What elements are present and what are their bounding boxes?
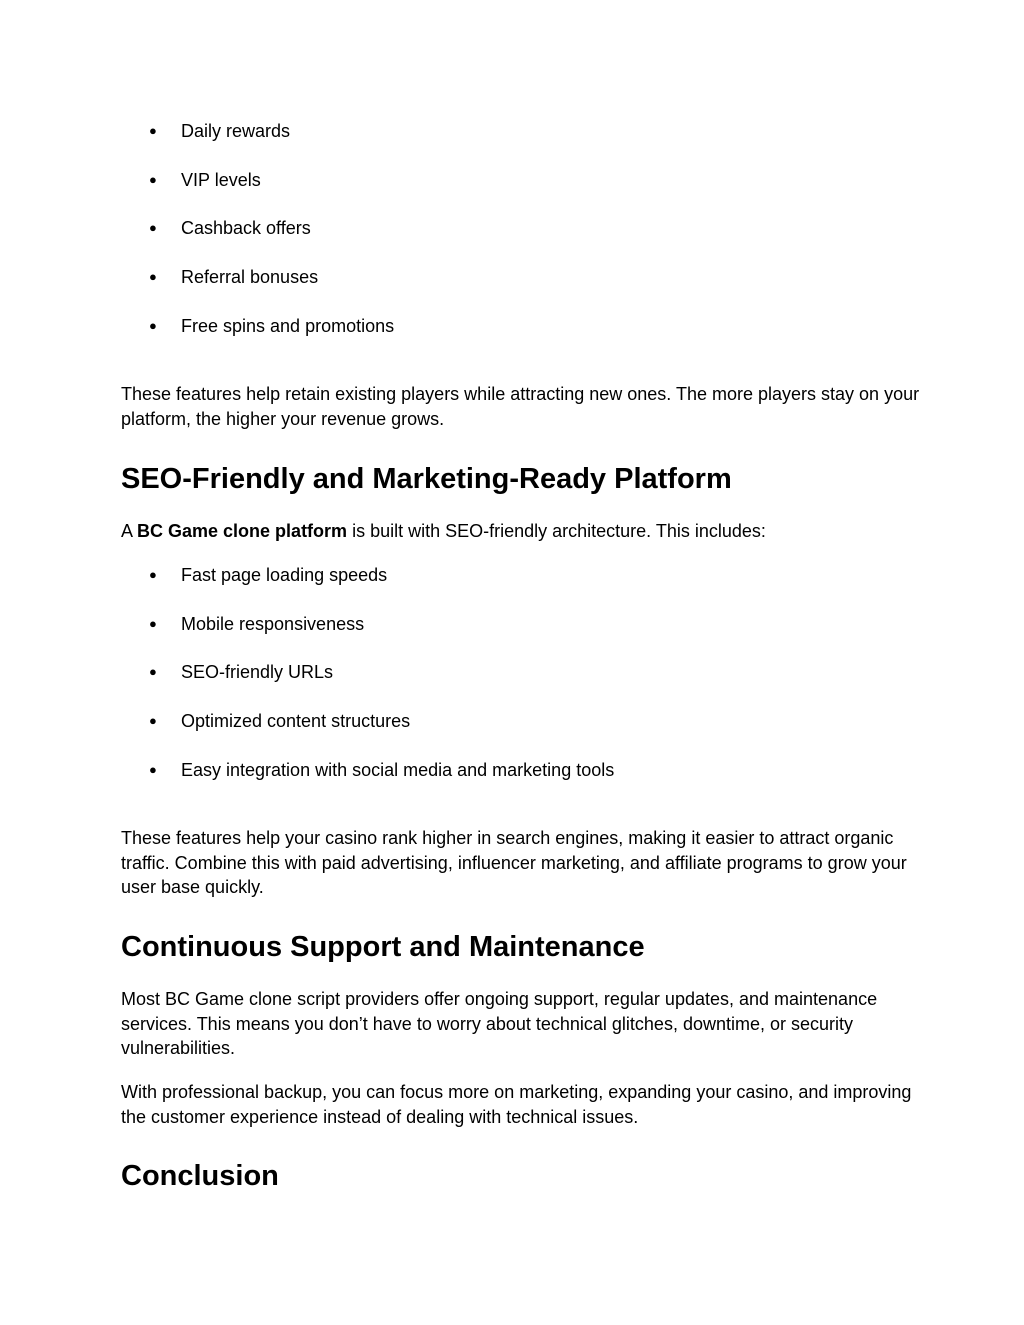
seo-intro-paragraph [121,519,921,544]
seo-intro-prefix: A [121,521,138,541]
seo-heading: SEO-Friendly and Marketing-Ready Platform [121,463,732,495]
list-item-text: SEO-friendly URLs [181,662,334,683]
list-item-text: Cashback offers [181,218,311,239]
bullet-icon: ● [149,615,157,631]
bullet-icon: ● [149,171,157,187]
list-item-text: Referral bonuses [181,267,319,288]
rank-paragraph: These features help your casino rank higher in search engines, making it easier to attract organic traffic. Combine this with paid advertising, influencer marketing, and affiliate programs to grow your user base quickly. [121,828,907,897]
support-heading: Continuous Support and Maintenance [121,931,645,963]
list-item-text: Mobile responsiveness [181,613,365,634]
list-item-text: Daily rewards [181,121,291,141]
list-item-text: Optimized content structures [181,711,411,732]
bullet-icon: ● [149,317,157,333]
bullet-icon: ● [149,123,157,138]
bullet-icon: ● [149,567,157,582]
bullet-icon: ● [149,664,157,680]
seo-intro-bold: BC Game clone platform [137,521,348,541]
list-item-text: Free spins and promotions [181,315,395,336]
seo-intro-suffix: is built with SEO-friendly architecture. This includes: [347,521,766,541]
support-paragraph-2: With professional backup, you can focus more on marketing, expanding your casino, and improving the customer experience instead of dealing with technical issues. [121,1082,912,1127]
retain-paragraph: These features help retain existing players while attracting new ones. The more players stay on your platform, the higher your revenue grows. [121,384,920,429]
bullet-icon: ● [149,269,157,285]
conclusion-heading: Conclusion [121,1160,279,1192]
list-item-text: VIP levels [181,169,261,190]
bullet-icon: ● [149,713,157,729]
support-paragraph-1: Most BC Game clone script providers offer ongoing support, regular updates, and maintenance services. This means you don’t have to worry about technical glitches, downtime, or security vulnerabilities. [121,989,878,1058]
list-item-text: Easy integration with social media and marketing tools [181,759,615,780]
list-item-text: Fast page loading speeds [181,565,388,585]
bullet-icon: ● [149,220,157,236]
bullet-icon: ● [149,761,157,777]
